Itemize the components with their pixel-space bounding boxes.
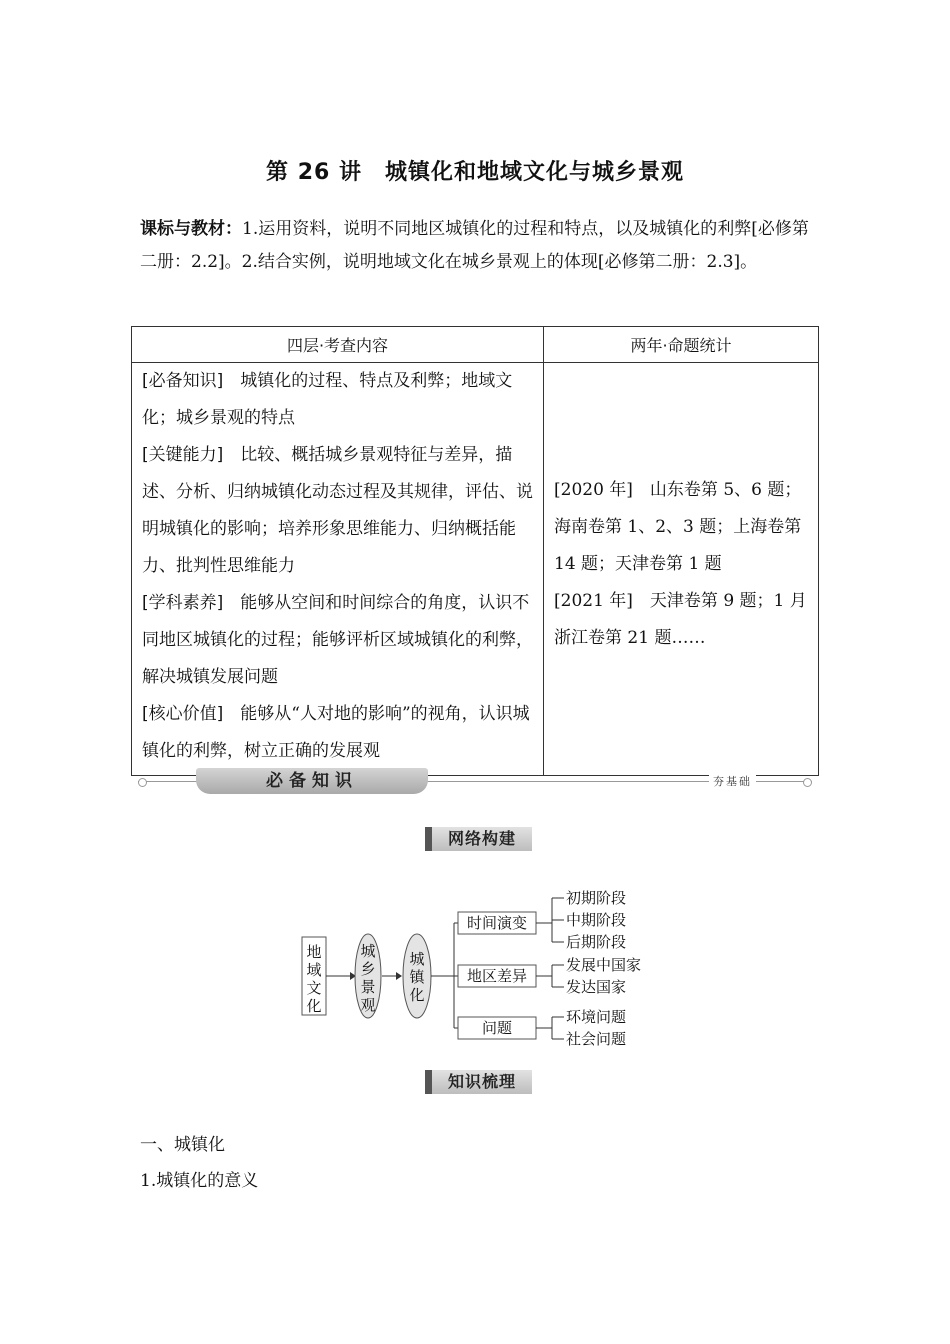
table-header-content: 四层·考查内容	[132, 327, 544, 363]
intro-label: 课标与教材：	[140, 219, 242, 239]
concept-diagram	[296, 880, 666, 1055]
content-cell	[132, 363, 544, 776]
list-item	[142, 696, 533, 770]
leaf-label: 发达国家	[566, 978, 627, 996]
item-text: 能够从“人对地的影响”的视角，认识城镇化的利弊，树立正确的发展观	[142, 704, 530, 761]
item-tag: [核心价值]	[142, 704, 224, 724]
leaf-label: 社会问题	[566, 1030, 627, 1048]
heading-urbanization: 一、城镇化	[140, 1135, 225, 1155]
leaf-label: 中期阶段	[566, 911, 627, 929]
node-text: 地	[306, 943, 322, 961]
section-banner	[138, 768, 812, 796]
table-header-stats: 两年·命题统计	[544, 327, 819, 363]
list-item	[554, 583, 808, 657]
node-text: 乡	[360, 960, 376, 978]
banner-dot	[803, 778, 812, 787]
subheading-significance: 1.城镇化的意义	[140, 1171, 259, 1191]
year-tag: [2020 年]	[554, 479, 633, 500]
item-text: 山东卷第 5、6 题；海南卷第 1、2、3 题；上海卷第 14 题；天津卷第 1 题	[554, 479, 802, 574]
leaf-label: 初期阶段	[566, 889, 627, 907]
section-tag-review: 知识梳理	[425, 1070, 532, 1094]
stats-cell	[544, 363, 819, 776]
node-text: 镇	[409, 968, 425, 986]
section-tag-network: 网络构建	[425, 827, 532, 851]
node-text: 城	[360, 942, 376, 960]
node-text: 化	[306, 997, 322, 1015]
item-tag: [学科素养]	[142, 593, 224, 613]
intro-text: 1.运用资料，说明不同地区城镇化的过程和特点，以及城镇化的利弊[必修第二册：2.2]。2.结合实例，说明地域文化在城乡景观上的体现[必修第二册：2.3]。	[140, 219, 809, 272]
item-tag: [必备知识]	[142, 371, 224, 391]
list-item	[142, 437, 533, 585]
item-text: 能够从空间和时间综合的角度，认识不同地区城镇化的过程；能够评析区域城镇化的利弊，解决城镇发展问题	[142, 593, 533, 687]
leaf-label: 后期阶段	[566, 933, 627, 951]
list-item	[142, 585, 533, 696]
banner-dot	[138, 778, 147, 787]
item-tag: [关键能力]	[142, 445, 224, 465]
branch-label: 问题	[481, 1019, 513, 1037]
item-text: 城镇化的过程、特点及利弊；地域文化；城乡景观的特点	[142, 371, 513, 428]
year-tag: [2021 年]	[554, 590, 633, 611]
node-text: 景	[360, 978, 376, 996]
node-text: 观	[360, 996, 376, 1014]
exam-plan-table	[131, 326, 819, 776]
leaf-label: 发展中国家	[566, 956, 642, 974]
branch-label: 地区差异	[466, 967, 528, 985]
leaf-label: 环境问题	[566, 1008, 627, 1026]
node-text: 化	[409, 986, 425, 1004]
item-text: 天津卷第 9 题；1 月浙江卷第 21 题……	[554, 590, 807, 648]
list-item	[554, 472, 808, 583]
page-title: 第 26 讲 城镇化和地域文化与城乡景观	[266, 160, 684, 185]
node-text: 域	[306, 961, 322, 979]
banner-right-label: 夯基础	[709, 773, 756, 789]
branch-label: 时间演变	[466, 914, 528, 932]
banner-label: 必备知识	[196, 768, 428, 794]
arrow-head	[396, 972, 402, 980]
item-text: 比较、概括城乡景观特征与差异，描述、分析、归纳城镇化动态过程及其规律，评估、说明城镇化的影响；培养形象思维能力、归纳概括能力、批判性思维能力	[142, 445, 533, 576]
node-text: 城	[409, 950, 425, 968]
intro-paragraph	[140, 213, 816, 279]
node-text: 文	[306, 979, 322, 997]
list-item	[142, 363, 533, 437]
